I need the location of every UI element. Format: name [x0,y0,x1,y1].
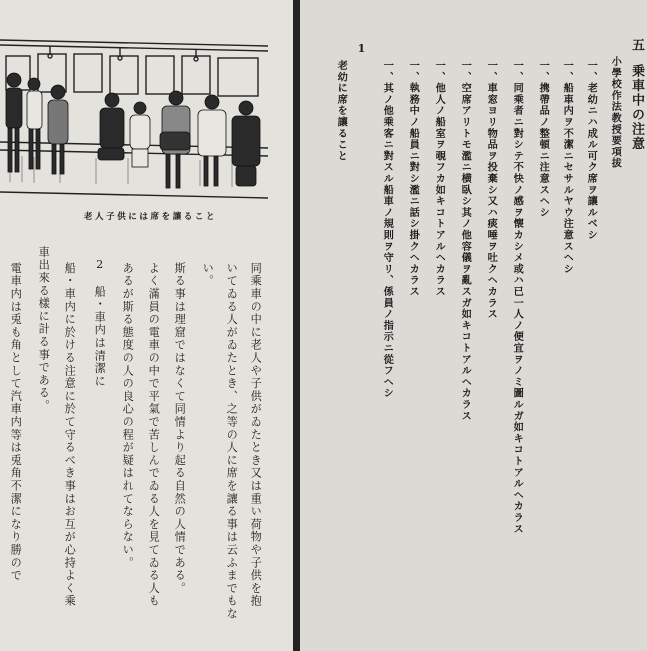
body-text-line: あるが斯る態度の人の良心の程が疑はれてならない。 [121,262,135,570]
right-page [300,0,647,651]
rule-item: 一、老幼ニハ成ル可ク席ヲ讓ルベシ [585,60,598,241]
body-text-line: いてゐる人がゐたとき、之等の人に席を讓る事は云ふまでもな [225,262,239,621]
rule-item: 一、車窓ヨリ物品ヲ投棄シ又ハ痰唾ヲ吐クヘカラス [485,60,498,320]
section-title: 老幼に席を讓ること [335,60,348,162]
rule-item: 一、執務中ノ船員ニ對シ濫ニ話シ掛クヘカラス [407,60,420,298]
rule-item: 一、船車内ヲ不潔ニセサルヤウ注意スヘシ [561,60,574,275]
chapter-title: 乗車中の注意 [629,64,644,151]
body-text-line: い。 [201,262,215,288]
chapter-number: 五 [629,38,644,53]
rule-item: 一、携帶品ノ整頓ニ注意スヘシ [537,60,550,219]
rule-item: 一、同乘者ニ對シテ不快ノ感ヲ懐カシメ或ハ已一人ノ便宜ヲノミ圖ルガ如キコトアルヘカラス [511,60,524,535]
subtitle: 小學校作法教授要項拔 [609,56,622,169]
body-text-line: よく滿員の電車の中で平氣で苦しんでゐる人を見てゐる人も [147,262,161,608]
section-2-heading: 2 船・車内は清潔に [93,258,107,388]
section-number: 1 [355,42,368,55]
body-text-line: 同乘車の中に老人や子供がゐたとき又は重い荷物や子供を抱 [249,262,263,608]
left-page [0,0,293,651]
rule-item: 一、其ノ他乘客ニ對スル船車ノ規則ヲ守リ、係員ノ指示ニ從フヘシ [381,60,394,399]
illustration-caption: 老人子供には席を讓ること [83,212,218,222]
body-text-line: 電車内は兎も角として汽車内等は兎角不潔になり勝ので [9,262,23,582]
rule-item: 一、空席アリトモ濫ニ横臥シ其ノ他容儀ヲ亂スガ如キコトアルヘカラス [459,60,472,422]
body-text-line: 車出來る樣に計る事である。 [37,246,51,413]
rule-item: 一、他人ノ船室ヲ覗フカ如キコトアルヘカラス [433,60,446,298]
page-gutter [293,0,300,651]
body-text-line: 船・車内に於ける注意に於て守るべき事はお互が心持よく乘 [63,262,77,608]
body-text-line: 斯る事は理窟ではなくて同情より起る自然の人情である。 [173,262,187,595]
tram-passengers-illustration [0,32,268,204]
